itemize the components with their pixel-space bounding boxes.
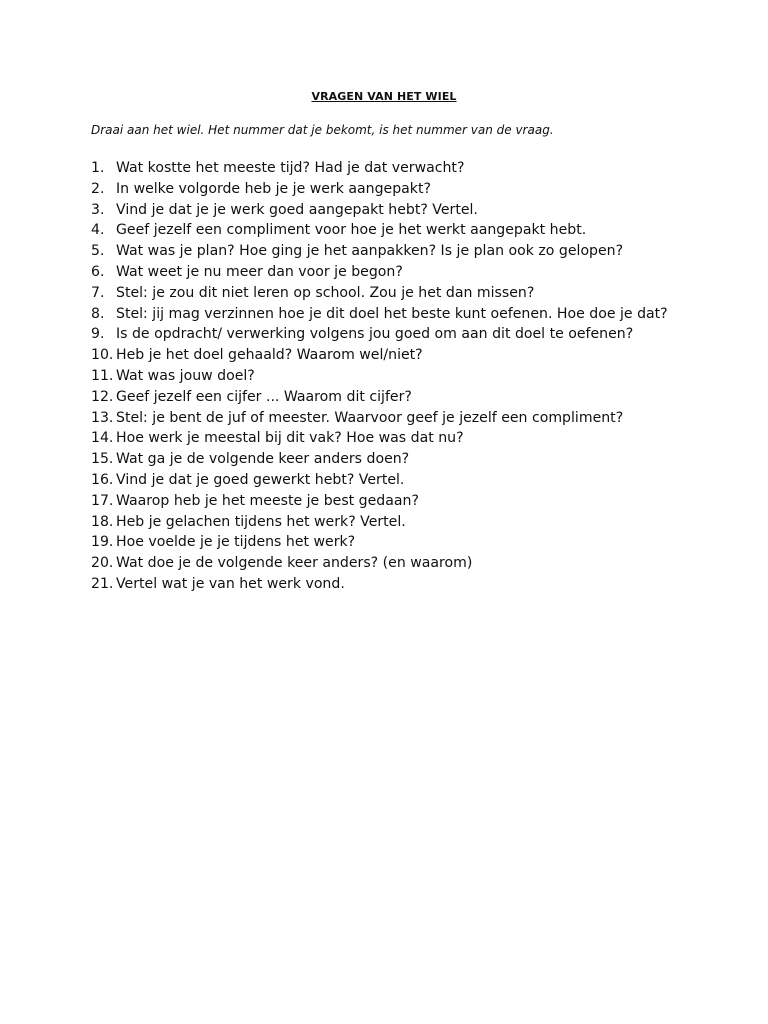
question-text: In welke volgorde heb je je werk aangepakt? (116, 180, 431, 197)
instruction-text: Draai aan het wiel. Het nummer dat je bekomt, is het nummer van de vraag. (91, 123, 554, 137)
list-item (91, 158, 691, 179)
list-item (91, 324, 691, 345)
list-item (91, 491, 691, 512)
question-text: Hoe voelde je je tijdens het werk? (116, 534, 356, 551)
question-list (91, 158, 691, 595)
list-item (91, 262, 691, 283)
question-number: 4. (91, 222, 105, 239)
question-text: Vind je dat je je werk goed aangepakt hebt? Vertel. (116, 201, 478, 218)
question-text: Geef jezelf een cijfer ... Waarom dit cijfer? (116, 388, 412, 405)
list-item (91, 553, 691, 574)
question-number: 6. (91, 263, 105, 280)
list-item (91, 408, 691, 429)
question-text: Heb je gelachen tijdens het werk? Vertel. (116, 513, 406, 530)
question-text: Stel: je bent de juf of meester. Waarvoor geef je jezelf een compliment? (116, 409, 624, 426)
question-text: Waarop heb je het meeste je best gedaan? (116, 492, 419, 509)
list-item (91, 179, 691, 200)
question-number: 12. (91, 388, 114, 405)
list-item (91, 345, 691, 366)
question-text: Wat doe je de volgende keer anders? (en waarom) (116, 555, 473, 572)
list-item (91, 449, 691, 470)
question-number: 10. (91, 347, 114, 364)
question-text: Geef jezelf een compliment voor hoe je het werkt aangepakt hebt. (116, 222, 587, 239)
question-number: 17. (91, 492, 114, 509)
question-text: Stel: jij mag verzinnen hoe je dit doel het beste kunt oefenen. Hoe doe je dat? (116, 305, 668, 322)
question-number: 18. (91, 513, 114, 530)
question-text: Wat kostte het meeste tijd? Had je dat verwacht? (116, 160, 465, 176)
list-item (91, 283, 691, 304)
list-item (91, 241, 691, 262)
list-item (91, 532, 691, 553)
list-item (91, 220, 691, 241)
question-number: 15. (91, 451, 114, 468)
list-item (91, 387, 691, 408)
question-text: Wat weet je nu meer dan voor je begon? (116, 263, 403, 280)
question-number: 8. (91, 305, 105, 322)
question-number: 9. (91, 326, 105, 343)
question-number: 14. (91, 430, 114, 447)
list-item (91, 428, 691, 449)
question-number: 19. (91, 534, 114, 551)
list-item (91, 200, 691, 221)
question-number: 5. (91, 243, 105, 260)
question-number: 16. (91, 471, 114, 488)
question-number: 7. (91, 284, 105, 301)
list-item (91, 470, 691, 491)
question-text: Hoe werk je meestal bij dit vak? Hoe was dat nu? (116, 430, 464, 447)
document-title: VRAGEN VAN HET WIEL (311, 90, 457, 103)
question-text: Stel: je zou dit niet leren op school. Zou je het dan missen? (116, 284, 535, 301)
list-item (91, 574, 691, 595)
question-number: 13. (91, 409, 114, 426)
question-number: 1. (91, 160, 105, 176)
list-item (91, 304, 691, 325)
list-item (91, 512, 691, 533)
question-text: Wat ga je de volgende keer anders doen? (116, 451, 410, 468)
question-text: Wat was jouw doel? (116, 367, 255, 384)
question-text: Heb je het doel gehaald? Waarom wel/niet? (116, 347, 423, 364)
list-item (91, 366, 691, 387)
question-number: 20. (91, 555, 114, 572)
question-number: 11. (91, 367, 114, 384)
question-text: Is de opdracht/ verwerking volgens jou goed om aan dit doel te oefenen? (116, 326, 634, 343)
question-number: 3. (91, 201, 105, 218)
question-number: 21. (91, 575, 114, 592)
question-text: Vind je dat je goed gewerkt hebt? Vertel. (116, 471, 405, 488)
question-text: Vertel wat je van het werk vond. (116, 575, 345, 592)
question-text: Wat was je plan? Hoe ging je het aanpakken? Is je plan ook zo gelopen? (116, 243, 624, 260)
question-number: 2. (91, 180, 105, 197)
